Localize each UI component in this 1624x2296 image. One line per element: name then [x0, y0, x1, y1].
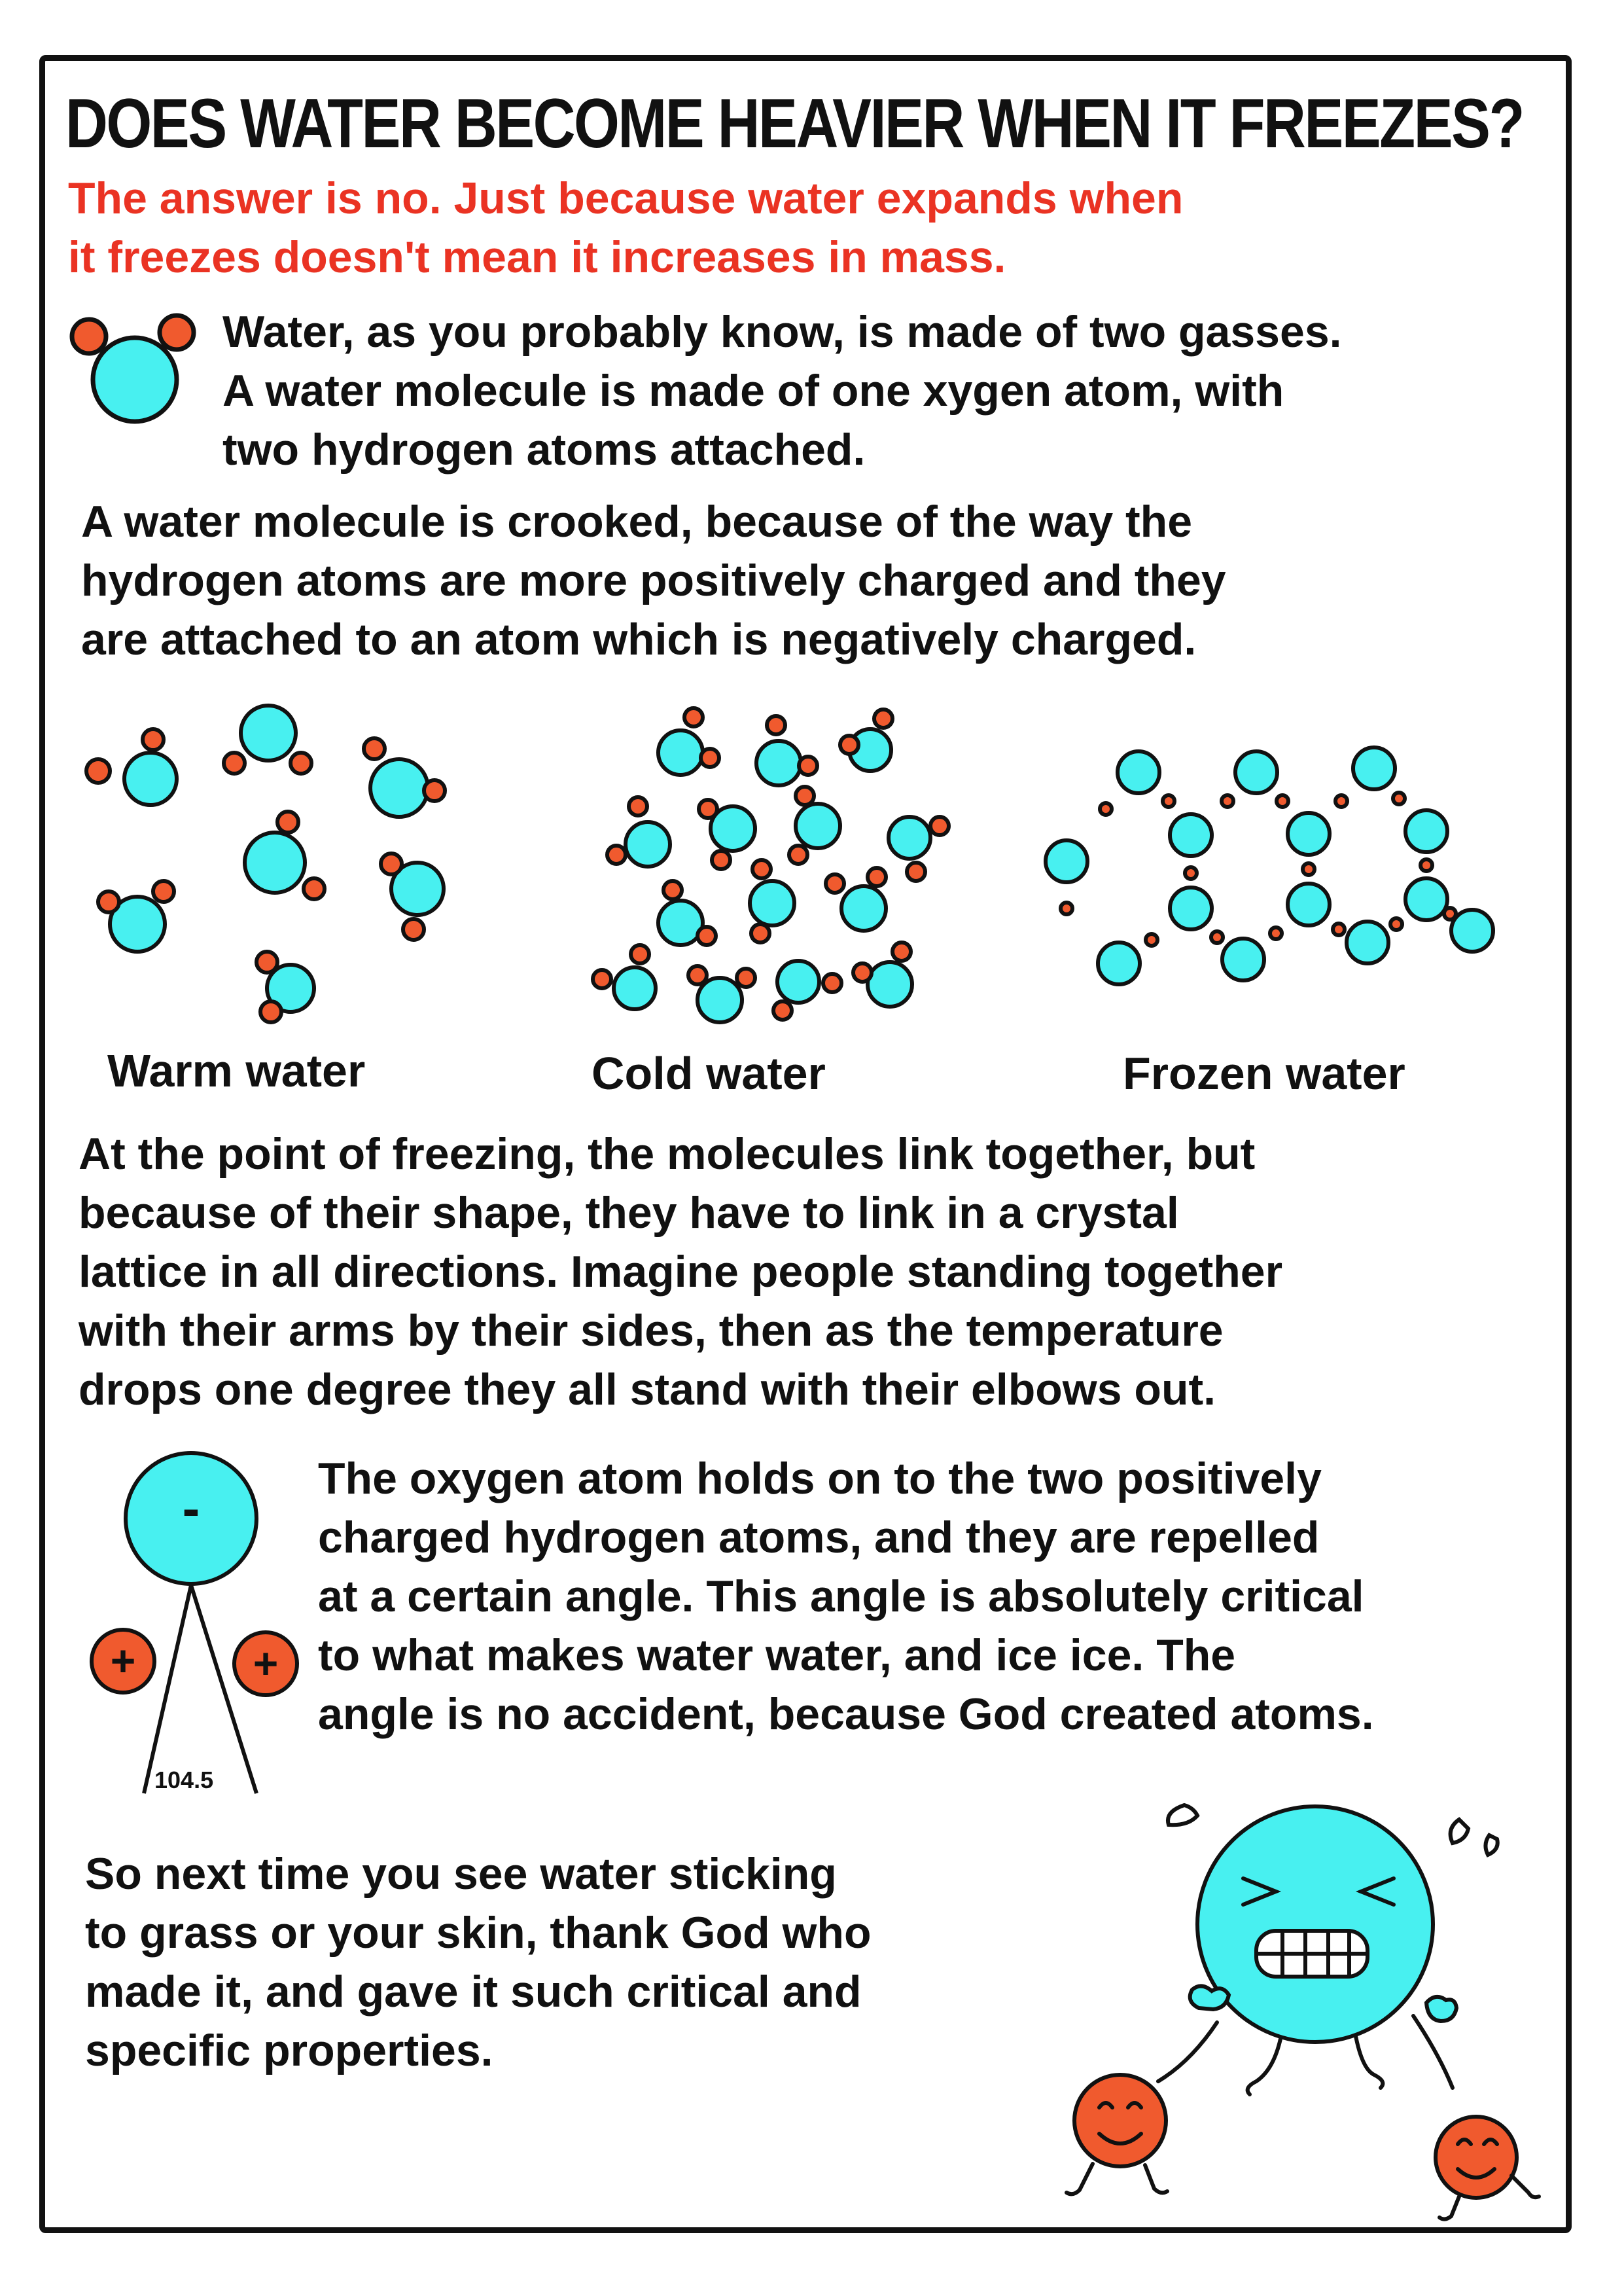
hydrogen-sign-right: + — [253, 1639, 279, 1687]
label-frozen-water: Frozen water — [1123, 1048, 1405, 1099]
label-warm-water: Warm water — [107, 1045, 366, 1096]
bond-angle-diagram — [85, 1453, 308, 1820]
warm-water-illustration — [72, 694, 478, 1034]
hydrogen-sign-left: + — [110, 1636, 136, 1685]
oxygen-sign: - — [182, 1479, 200, 1537]
small-hydrogen-right — [1436, 2117, 1517, 2198]
page-title: DOES WATER BECOME HEAVIER WHEN IT FREEZES? — [65, 84, 1523, 162]
angle-label: 104.5 — [154, 1767, 214, 1793]
label-cold-water: Cold water — [591, 1048, 826, 1099]
paragraph-water-composition: Water, as you probably know, is made of two gasses. A water molecule is made of one xygen atom, with two hydrogen atoms attached. — [222, 307, 1342, 475]
paragraph-freezing-lattice: At the point of freezing, the molecules link together, but because of their shape, they have to link in a crystal lattice in all directions. Imagine people standing together with their arms by their sides, then as the temperature drops one degree they all stand with their elbows out. — [79, 1129, 1283, 1414]
paragraph-crooked-molecule: A water molecule is crooked, because of the way the hydrogen atoms are more positively charged and they are attached to an atom which is negatively charged. — [81, 497, 1226, 664]
character-body — [1197, 1806, 1433, 2042]
cartoon-molecule-character — [1047, 1780, 1544, 2225]
paragraph-bond-angle: The oxygen atom holds on to the two positively charged hydrogen atoms, and they are repelled at a certain angle. This angle is absolutely critical to what makes water water, and ice ice. The angle is no accident, because God created atoms. — [318, 1454, 1374, 1739]
cold-water-illustration — [576, 700, 981, 1041]
small-hydrogen-left — [1074, 2075, 1166, 2166]
answer-text: The answer is no. Just because water expands when it freezes doesn't mean it increases in mass. — [68, 173, 1184, 282]
water-molecule-icon — [65, 308, 209, 439]
paragraph-closing: So next time you see water sticking to grass or your skin, thank God who made it, and gave it such critical and specific properties. — [85, 1849, 872, 2075]
frozen-water-illustration — [1040, 733, 1511, 995]
